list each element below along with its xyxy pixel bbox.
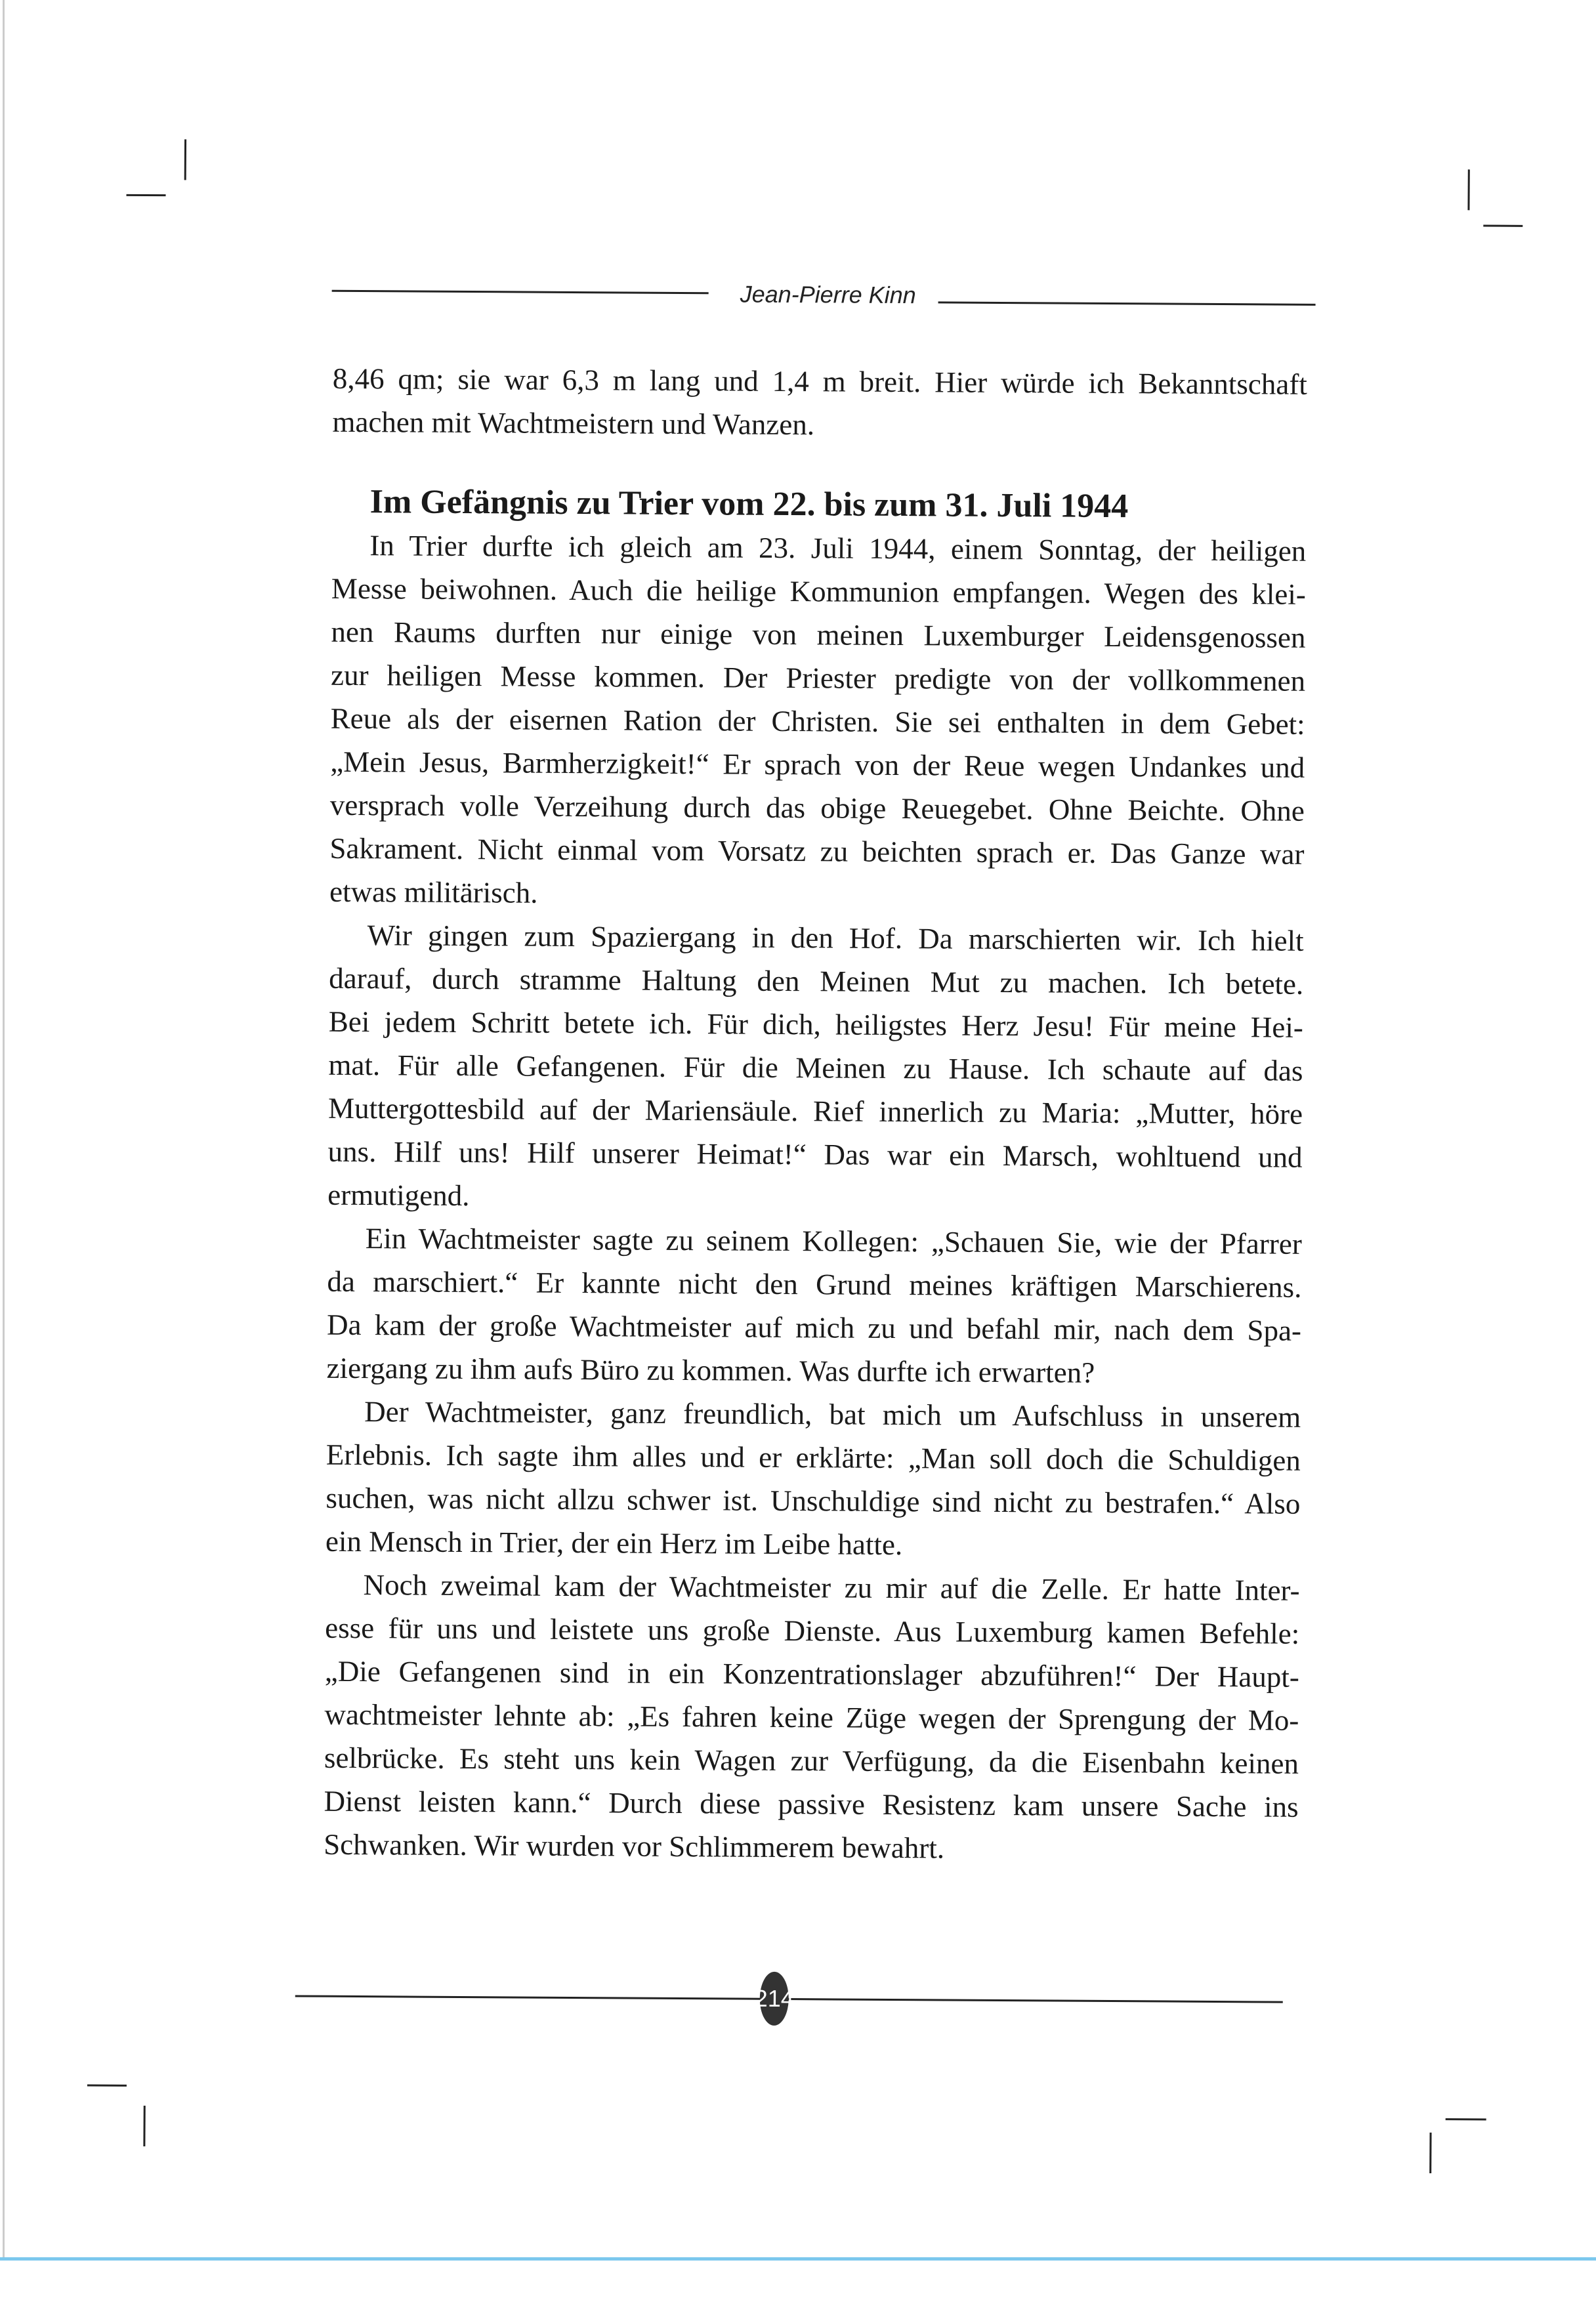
crop-mark xyxy=(1467,169,1469,210)
crop-mark xyxy=(1483,224,1522,226)
text-line: uns. Hilf uns! Hilf unserer Heimat!“ Das war ein Marsch, wohltuend und xyxy=(327,1135,1303,1174)
paragraph xyxy=(329,524,1307,919)
text-line: „Die Gefangenen sind in ein Konzentrationslager abzuführen!“ Der Haupt- xyxy=(324,1654,1299,1694)
text-line: da marschiert.“ Er kannte nicht den Grund meines kräftigen Marschierens. xyxy=(327,1264,1302,1304)
intro-paragraph xyxy=(332,357,1307,449)
text-line: Der Wachtmeister, ganz freundlich, bat mich um Aufschluss in unserem xyxy=(364,1395,1301,1434)
text-line: Ein Wachtmeister sagte zu seinem Kollegen: „Schauen Sie, wie der Pfarrer xyxy=(365,1222,1302,1261)
paragraph xyxy=(326,1217,1302,1396)
text-line: Bei jedem Schritt betete ich. Für dich, heiligstes Herz Jesu! Für meine Hei- xyxy=(328,1005,1303,1044)
text-line: Dienst leisten kann.“ Durch diese passive Resistenz kam unsere Sache ins xyxy=(324,1784,1299,1824)
text-line: ein Mensch in Trier, der ein Herz im Leibe hatte. xyxy=(325,1524,903,1562)
text-line: Messe beiwohnen. Auch die heilige Kommunion empfangen. Wegen des klei- xyxy=(331,572,1307,611)
scan-border-line xyxy=(0,2257,1596,2261)
crop-mark xyxy=(127,194,166,196)
running-header: Jean-Pierre Kinn xyxy=(740,280,916,309)
text-line: Reue als der eisernen Ration der Christen. Sie sei enthalten in dem Gebet: xyxy=(330,701,1305,741)
text-line: Erlebnis. Ich sagte ihm alles und er erklärte: „Man soll doch die Schuldigen xyxy=(326,1438,1301,1477)
crop-mark xyxy=(87,2085,127,2087)
text-line: 8,46 qm; sie war 6,3 m lang und 1,4 m breit. Hier würde ich Bekanntschaft xyxy=(332,362,1307,401)
text-line: esse für uns und leistete uns große Dienste. Aus Luxemburg kamen Befehle: xyxy=(325,1611,1300,1650)
text-line: mat. Für alle Gefangenen. Für die Meinen zu Hause. Ich schaute auf das xyxy=(328,1048,1303,1087)
text-line: Wir gingen zum Spaziergang in den Hof. Da marschierten wir. Ich hielt xyxy=(367,919,1304,957)
header-rule-right xyxy=(938,301,1316,306)
text-line: ziergang zu ihm aufs Büro zu kommen. Was durfte ich erwarten? xyxy=(326,1351,1095,1389)
text-line: suchen, was nicht allzu schwer ist. Unschuldige sind nicht zu bestrafen.“ Also xyxy=(326,1481,1301,1520)
crop-mark xyxy=(1446,2118,1486,2120)
text-line: etwas militärisch. xyxy=(329,875,538,909)
text-line: selbrücke. Es steht uns kein Wagen zur Verfügung, da die Eisenbahn keinen xyxy=(324,1741,1299,1780)
text-line: Schwanken. Wir wurden vor Schlimmerem bewahrt. xyxy=(324,1827,945,1865)
text-line: Da kam der große Wachtmeister auf mich zu und befahl mir, nach dem Spa- xyxy=(326,1308,1302,1347)
page-number: 214 xyxy=(760,1972,789,2026)
text-line: ermutigend. xyxy=(327,1178,470,1213)
text-line: zur heiligen Messe kommen. Der Priester predigte von der vollkommenen xyxy=(330,658,1306,698)
text-line: versprach volle Verzeihung durch das obige Reuegebet. Ohne Beichte. Ohne xyxy=(329,788,1305,827)
text-line: Noch zweimal kam der Wachtmeister zu mir auf die Zelle. Er hatte Inter- xyxy=(363,1568,1300,1607)
body-text xyxy=(324,357,1307,1872)
crop-mark xyxy=(1429,2133,1431,2173)
crop-mark xyxy=(184,139,186,180)
header-rule-left xyxy=(332,290,709,295)
section-heading: Im Gefängnis zu Trier vom 22. bis zum 31. Juli 1944 xyxy=(369,483,1129,526)
text-line: Sakrament. Nicht einmal vom Vorsatz zu beichten sprach er. Das Ganze war xyxy=(329,831,1305,871)
paragraph xyxy=(326,1390,1301,1569)
text-line: Muttergottesbild auf der Mariensäule. Rief innerlich zu Maria: „Mutter, höre xyxy=(327,1091,1303,1131)
text-line: wachtmeister lehnte ab: „Es fahren keine Züge wegen der Sprengung der Mo- xyxy=(324,1698,1299,1737)
paragraph xyxy=(327,913,1304,1222)
text-line: „Mein Jesus, Barmherzigkeit!“ Er sprach von der Reue wegen Undankes und xyxy=(330,745,1305,784)
text-line: machen mit Wachtmeistern und Wanzen. xyxy=(332,405,815,442)
text-line: In Trier durfte ich gleich am 23. Juli 1944, einem Sonntag, der heiligen xyxy=(369,529,1307,568)
text-line: darauf, durch stramme Haltung den Meinen Mut zu machen. Ich betete. xyxy=(329,961,1304,1001)
text-line: nen Raums durften nur einige von meinen Luxemburger Leidensgenossen xyxy=(331,615,1306,654)
crop-mark xyxy=(143,2106,145,2146)
paragraph xyxy=(324,1563,1300,1872)
